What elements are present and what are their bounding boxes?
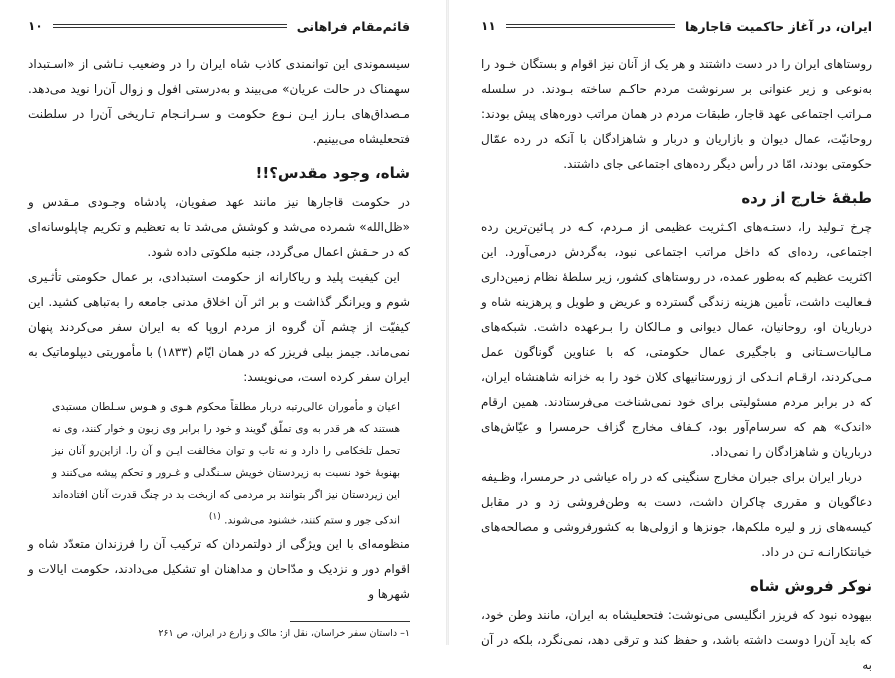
footnote-reference: (۱) — [208, 512, 221, 522]
quote-text: اعیان و مأموران عالی‌رتبه دربار مطلقاً محکوم هـوی و هـوس سـلطان مستبدی هستند که هر قدر به وی تملّق گویند و خود را برابر وی زبون و خوار کنند، وی نه تحمل تلخکامی را دارد و نه تاب و توان مخالفت ایـن و آن را. ازاین‌رو آنان نیز بهنوبهٔ خود نسبت به زیردستان خویش سـنگدلی و غـرور و تحکم پیشه می‌کنند و این زیردستان نیز اگر بتوانند بر مردمی که ازبخت بد در چنگ قدرت آنان افتاده‌اند اندکی جور و ستم کنند، خشنود می‌شوند. — [52, 401, 400, 527]
page-number: ۱۱ — [481, 19, 496, 33]
footnote: ۱– داستان سفر خراسان، نقل از: مالک و زارع در ایران، ص ۲۶۱ — [158, 627, 410, 639]
header-rule — [506, 24, 675, 28]
paragraph: سیسموندی این توانمندی کاذب شاه ایران را در وضعیب نـاشی از «اسـتبداد سهمناک در حالت عریان» می‌بیند و به‌درستی افول و زوال آن‌را نوید می‌دهد. مـصداق‌های بـارز ایـن نـوع حکومت و سـرانـجام تـاریخی آن‌را در سلطنت فتحعلیشاه می‌بینیم. — [28, 57, 410, 146]
running-header — [28, 14, 410, 42]
paragraph: منظومه‌ای با این ویژگی از دولتمردان که ترکیب آن را فرزندان متعدّد شاه و اقوام دور و نزدیک و مدّاحان و مداهنان او تشکیل می‌دادند، حکومت ایالات و شهرها و — [28, 536, 410, 601]
block-quote — [52, 396, 400, 532]
page-number: ۱۰ — [28, 19, 43, 33]
running-header — [481, 14, 872, 42]
page-left — [0, 0, 447, 645]
header-rule — [53, 24, 287, 28]
footnote-rule — [290, 621, 410, 622]
header-title: قائم‌مقام فراهانی — [296, 18, 410, 34]
paragraph: بیهوده نبود که فریزر انگلیسی می‌نوشت: فتحعلیشاه به ایران، مانند وطن خود، که باید آن‌را دوست داشته باشد، و حفظ کند و ترقی دهد، نمی‌نگرد، بلکه در آن به — [481, 608, 872, 672]
paragraph: دربار ایران برای جبران مخارج سنگینی که در راه عیاشی در حرمسرا، وظـیفه دعاگویان و مقرری چاکران داشت، دست به وطن‌فروشی زد و در مقابل کیسه‌های زر و لیره ملکم‌ها، جونزها و ازولی‌ها به کشورفروشی و مصالحه‌های خیانتکارانـه تـن در داد. — [481, 470, 872, 559]
paragraph: روستاهای ایران را در دست داشتند و هر یک از آنان نیز اقوام و بستگان خـود را به‌نوعی و زیر عنوانی بر سرنوشت مردم حاکـم ساخته بـودند. در سلسله مـراتب اجتماعی عهد قاجار، طبقات مردم در همان مراتب دوره‌های پیش بودند: روحانیّت، عمال دیوان و بازاریان و دربار و شاهزادگان با آنکه در رده عمّال حکومتی بودند، امّا در رأس دیگر رده‌های اجتماعی جای داشتند. — [481, 57, 872, 171]
section-heading: طبقهٔ خارج از رده — [741, 189, 872, 207]
section-heading: نوکر فروش شاه — [750, 577, 872, 595]
paragraph: این کیفیت پلید و ریاکارانه از حکومت استبدادی، بر عمال حکومتی تأثـیری شوم و ویرانگر گذاشت و بر اثر آن اخلاق مدنی جامعه را به‌تباهی کشید. این کیفیّت از چشم آن گروه از مردم اروپا که به ایران سفر می‌کردند پنهان نمی‌ماند. جیمز بیلی فریزر که در همان ایّام (۱۸۳۳) با مأموریتی دیپلوماتیک به ایران سفر کرده است، می‌نویسد: — [28, 270, 410, 384]
page-right — [447, 0, 894, 672]
paragraph: چرخ تـولید را، دستـه‌های اکـثریت عظیمی از مـردم، کـه در پـائین‌ترین رده اجتماعی، رده‌ای که داخل مراتب اجتماعی نبود، به‌گردش درمی‌آورد. این اکثریت عظیم که به‌طور عمده، در روستاهای کشور، زیر سلطهٔ نظام زمین‌داری فـعالیت داشت، تأمین هزینه زندگی گسترده و عریض و طویل و پرهزینه شاه و درباریان او، روحانیان، عمال دیوانی و مـالکان را بـرعهده داشت. شبکه‌های مـالیات‌سـتانی و باجگیری عمال حکومتی، که با عناوین گوناگون عمل مـی‌کردند، ارقـام انـدکی از زورستانیهای کلان خود را به خزانه شاهنشاه ایران، که در برابر مردم مسئولیتی برای خود نمی‌شناخت می‌فرستادند. همین ارقام «اندک» هم که سرسام‌آور بود، کـفاف مخارج گزاف حرمسرا و عیّاش‌های درباریان و شاهزادگان را نمی‌داد. — [481, 220, 872, 459]
section-heading: شاه، وجود مقدس؟!! — [255, 164, 410, 182]
paragraph: در حکومت قاجارها نیز مانند عهد صفویان، پادشاه وجـودی مـقدس و «ظل‌الله» شمرده می‌شد و کوشش می‌شد تا به تعظیم و تکریم چاپلوسانه‌ای که در حـقش اعمال می‌گردد، جنبه ملکوتی داده شود. — [28, 195, 410, 259]
header-title: ایران، در آغاز حاکمیت قاجارها — [684, 18, 872, 34]
